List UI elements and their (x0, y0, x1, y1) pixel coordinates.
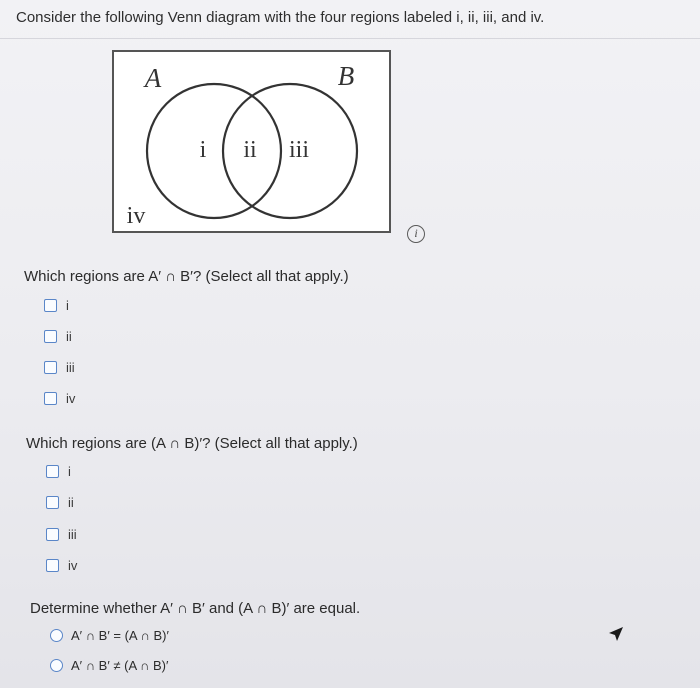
q2-option-ii[interactable] (46, 495, 74, 510)
option-label: ii (66, 329, 72, 344)
checkbox[interactable] (46, 465, 59, 478)
region-i-label: i (199, 137, 207, 163)
q2-option-i[interactable] (46, 464, 71, 479)
set-b-label: B (337, 61, 355, 91)
q2-option-iv[interactable] (46, 558, 77, 573)
option-label: iii (66, 360, 75, 375)
option-label: ii (68, 495, 74, 510)
q1-option-ii[interactable] (44, 329, 72, 344)
checkbox[interactable] (44, 392, 57, 405)
checkbox[interactable] (44, 361, 57, 374)
option-label: A′ ∩ B′ ≠ (A ∩ B)′ (71, 658, 169, 673)
question-2-text: Which regions are (A ∩ B)′? (Select all that apply.) (26, 435, 358, 452)
checkbox[interactable] (44, 330, 57, 343)
q1-option-iv[interactable] (44, 391, 75, 406)
option-label: i (68, 464, 71, 479)
question-3-text: Determine whether A′ ∩ B′ and (A ∩ B)′ are equal. (30, 600, 361, 617)
question-1-text: Which regions are A′ ∩ B′? (Select all that apply.) (24, 268, 349, 285)
option-label: iv (66, 391, 76, 406)
q2-option-iii[interactable] (46, 527, 77, 542)
region-ii-label: ii (243, 137, 257, 163)
q3-option-not-equal[interactable] (50, 658, 168, 673)
option-label: A′ ∩ B′ = (A ∩ B)′ (71, 628, 169, 643)
region-iii-label: iii (288, 137, 310, 163)
q1-option-iii[interactable] (44, 360, 75, 375)
option-label: i (66, 298, 69, 313)
option-label: iv (68, 558, 78, 573)
set-a-label: A (144, 63, 162, 93)
info-icon[interactable]: i (407, 225, 425, 243)
checkbox[interactable] (44, 299, 57, 312)
option-label: iii (68, 527, 77, 542)
radio-button[interactable] (50, 629, 63, 642)
prompt-text: Consider the following Venn diagram with the four regions labeled i, ii, iii, and iv. (16, 9, 545, 26)
checkbox[interactable] (46, 496, 59, 509)
checkbox[interactable] (46, 528, 59, 541)
region-iv-label: iv (126, 203, 146, 229)
mouse-pointer-icon (607, 625, 625, 643)
q3-option-equal[interactable] (50, 628, 169, 643)
q1-option-i[interactable] (44, 298, 69, 313)
radio-button[interactable] (50, 659, 63, 672)
checkbox[interactable] (46, 559, 59, 572)
